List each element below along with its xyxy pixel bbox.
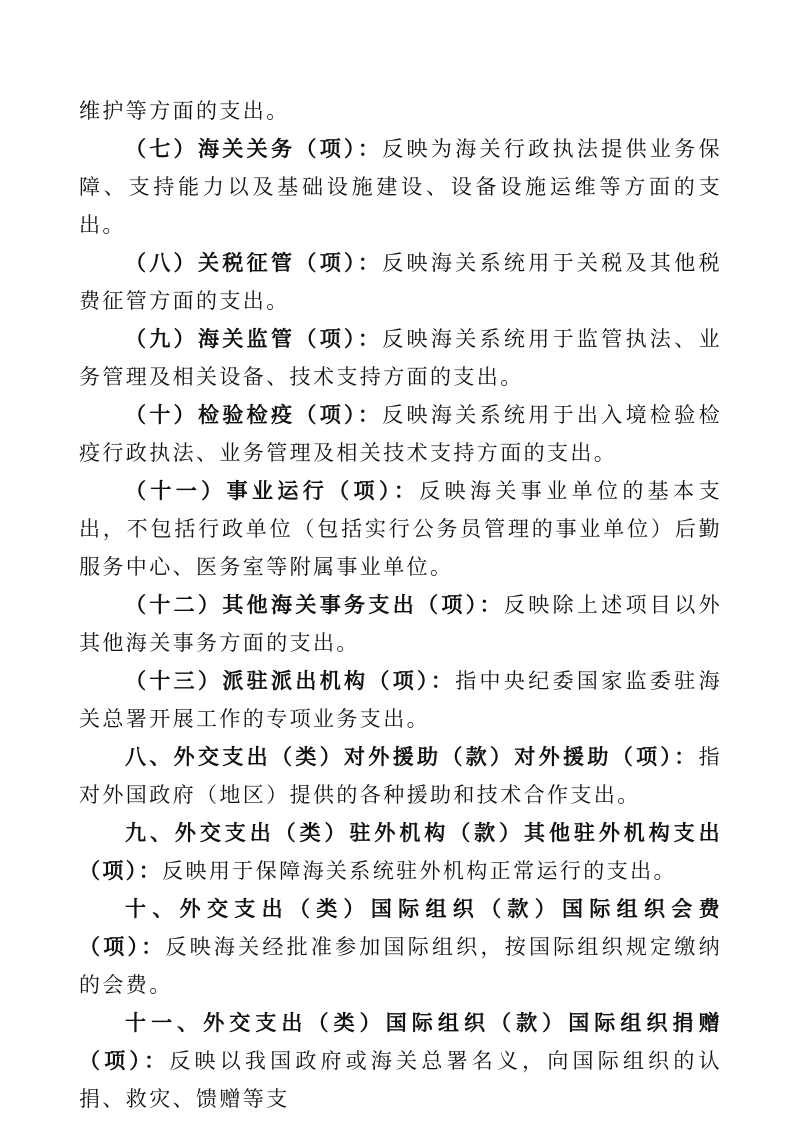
paragraph-text: 指中央纪委国家监委驻海关总署开展工作的专项业务支出。 bbox=[79, 669, 722, 731]
paragraph-section-10 bbox=[79, 890, 722, 1004]
paragraph-section-9 bbox=[79, 814, 722, 890]
paragraph-heading: 十一、外交支出（类）国际组织（款）国际组织捐赠（项）： bbox=[79, 1011, 722, 1073]
paragraph-item-10 bbox=[79, 396, 722, 472]
paragraph-section-11 bbox=[79, 1004, 722, 1118]
paragraph-text: 反映海关系统用于出入境检验检疫行政执法、业务管理及相关技术支持方面的支出。 bbox=[79, 403, 722, 465]
paragraph-heading: 十、外交支出（类）国际组织（款）国际组织会费（项）： bbox=[79, 897, 722, 959]
paragraph-text: 指对外国政府（地区）提供的各种援助和技术合作支出。 bbox=[79, 745, 722, 807]
paragraph-heading: （八）关税征管（项）： bbox=[125, 251, 383, 275]
paragraph-item-12 bbox=[79, 586, 722, 662]
paragraph-text: 反映除上述项目以外其他海关事务方面的支出。 bbox=[79, 593, 722, 655]
paragraph-text: 反映海关系统用于关税及其他税费征管方面的支出。 bbox=[79, 251, 722, 313]
paragraph-heading: 九、外交支出（类）驻外机构（款）其他驻外机构支出（项）： bbox=[79, 821, 722, 883]
document-body bbox=[79, 92, 722, 1118]
paragraph-text: 反映海关系统用于监管执法、业务管理及相关设备、技术支持方面的支出。 bbox=[79, 327, 722, 389]
paragraph-heading: （十一）事业运行（项）： bbox=[125, 479, 420, 503]
paragraph-section-8 bbox=[79, 738, 722, 814]
paragraph-heading: （十）检验检疫（项）： bbox=[125, 403, 383, 427]
paragraph-text: 维护等方面的支出。 bbox=[79, 99, 290, 123]
paragraph-continuation bbox=[79, 92, 722, 130]
paragraph-text: 反映用于保障海关系统驻外机构正常运行的支出。 bbox=[162, 859, 677, 883]
paragraph-item-13 bbox=[79, 662, 722, 738]
paragraph-text: 反映以我国政府或海关总署名义，向国际组织的认捐、救灾、馈赠等支 bbox=[79, 1049, 722, 1111]
paragraph-item-8 bbox=[79, 244, 722, 320]
paragraph-heading: （十二）其他海关事务支出（项）： bbox=[125, 593, 504, 617]
paragraph-text: 反映海关事业单位的基本支出，不包括行政单位（包括实行公务员管理的事业单位）后勤服务中心、医务室等附属事业单位。 bbox=[79, 479, 722, 579]
paragraph-item-11 bbox=[79, 472, 722, 586]
paragraph-heading: （十三）派驻派出机构（项）： bbox=[125, 669, 456, 693]
paragraph-text: 反映海关经批准参加国际组织，按国际组织规定缴纳的会费。 bbox=[79, 935, 722, 997]
paragraph-item-9 bbox=[79, 320, 722, 396]
paragraph-heading: 八、外交支出（类）对外援助（款）对外援助（项）： bbox=[125, 745, 699, 769]
paragraph-item-7 bbox=[79, 130, 722, 244]
paragraph-text: 反映为海关行政执法提供业务保障、支持能力以及基础设施建设、设备设施运维等方面的支出。 bbox=[79, 137, 722, 237]
paragraph-heading: （九）海关监管（项）： bbox=[125, 327, 383, 351]
paragraph-heading: （七）海关关务（项）： bbox=[125, 137, 383, 161]
